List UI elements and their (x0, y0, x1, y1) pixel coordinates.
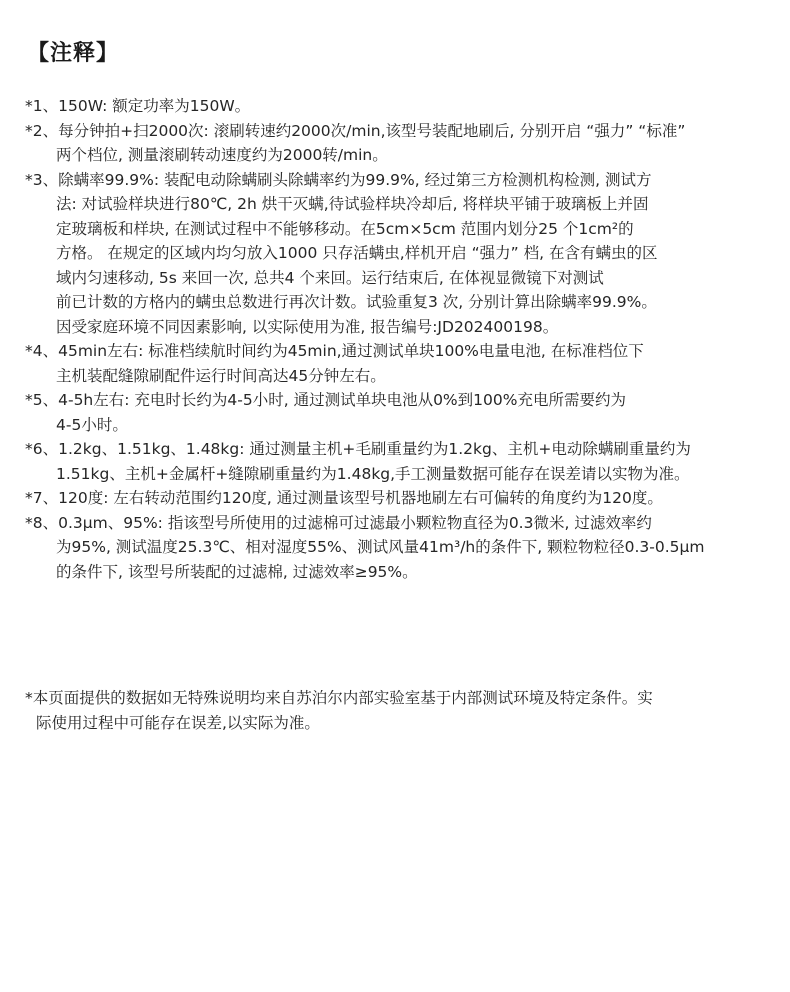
note-line: 为95%, 测试温度25.3℃、相对湿度55%、测试风量41m³/h的条件下, 颗粒物粒径0.3-0.5μm (56, 538, 705, 556)
note-line: *6、1.2kg、1.51kg、1.48kg: 通过测量主机+毛刷重量约为1.2kg、主机+电动除螨刷重量约为 (25, 440, 691, 458)
note-line: 1.51kg、主机+金属杆+缝隙刷重量约为1.48kg,手工测量数据可能存在误差请以实物为准。 (56, 464, 690, 483)
note-line: 前已计数的方格内的螨虫总数进行再次计数。试验重复3 次, 分别计算出除螨率99.9%。 (56, 293, 657, 311)
note-line: 主机装配缝隙刷配件运行时间高达45分钟左右。 (56, 366, 386, 385)
note-item (25, 339, 785, 388)
note-item (25, 119, 785, 168)
note-item (25, 511, 785, 585)
note-item (25, 486, 785, 511)
note-line: *8、0.3μm、95%: 指该型号所使用的过滤棉可过滤最小颗粒物直径为0.3微米, 过滤效率约 (25, 513, 652, 532)
note-line: 两个档位, 测量滚刷转动速度约为2000转/min。 (56, 146, 388, 164)
note-line: 方格。 在规定的区域内均匀放入1000 只存活螨虫,样机开启 “强力” 档, 在含有螨虫的区 (56, 244, 658, 262)
note-line: *2、每分钟拍+扫2000次: 滚刷转速约2000次/min,该型号装配地刷后, 分别开启 “强力” “标准” (25, 121, 686, 140)
note-line: *7、120度: 左右转动范围约120度, 通过测量该型号机器地刷左右可偏转的角度约为120度。 (25, 489, 663, 507)
note-line: *1、150W: 额定功率为150W。 (25, 97, 251, 115)
note-line: 域内匀速移动, 5s 来回一次, 总共4 个来回。运行结束后, 在体视显微镜下对测试 (56, 268, 604, 287)
note-line: 4-5小时。 (56, 415, 128, 434)
page-title: 【注释】 (27, 41, 120, 66)
note-line: *4、45min左右: 标准档续航时间约为45min,通过测试单块100%电量电池, 在标准档位下 (25, 342, 644, 360)
note-item (25, 94, 785, 119)
note-line: 因受家庭环境不同因素影响, 以实际使用为准, 报告编号:JD202400198。 (56, 317, 559, 336)
disclaimer-line: 际使用过程中可能存在误差,以实际为准。 (36, 714, 320, 732)
note-line: 定玻璃板和样块, 在测试过程中不能够移动。在5cm×5cm 范围内划分25 个1cm²的 (56, 219, 634, 238)
notes-list (25, 94, 785, 584)
note-item (25, 168, 785, 340)
note-line: 的条件下, 该型号所装配的过滤棉, 过滤效率≥95%。 (56, 562, 418, 581)
note-line: 法: 对试验样块进行80℃, 2h 烘干灭螨,待试验样块冷却后, 将样块平铺于玻璃板上并固 (56, 195, 649, 213)
disclaimer-line: *本页面提供的数据如无特殊说明均来自苏泊尔内部实验室基于内部测试环境及特定条件。实 (25, 689, 653, 707)
note-line: *5、4-5h左右: 充电时长约为4-5小时, 通过测试单块电池从0%到100%充电所需要约为 (25, 391, 626, 409)
note-item (25, 388, 785, 437)
disclaimer (25, 686, 785, 736)
note-line: *3、除螨率99.9%: 装配电动除螨刷头除螨率约为99.9%, 经过第三方检测机构检测, 测试方 (25, 170, 652, 189)
note-item (25, 437, 785, 486)
